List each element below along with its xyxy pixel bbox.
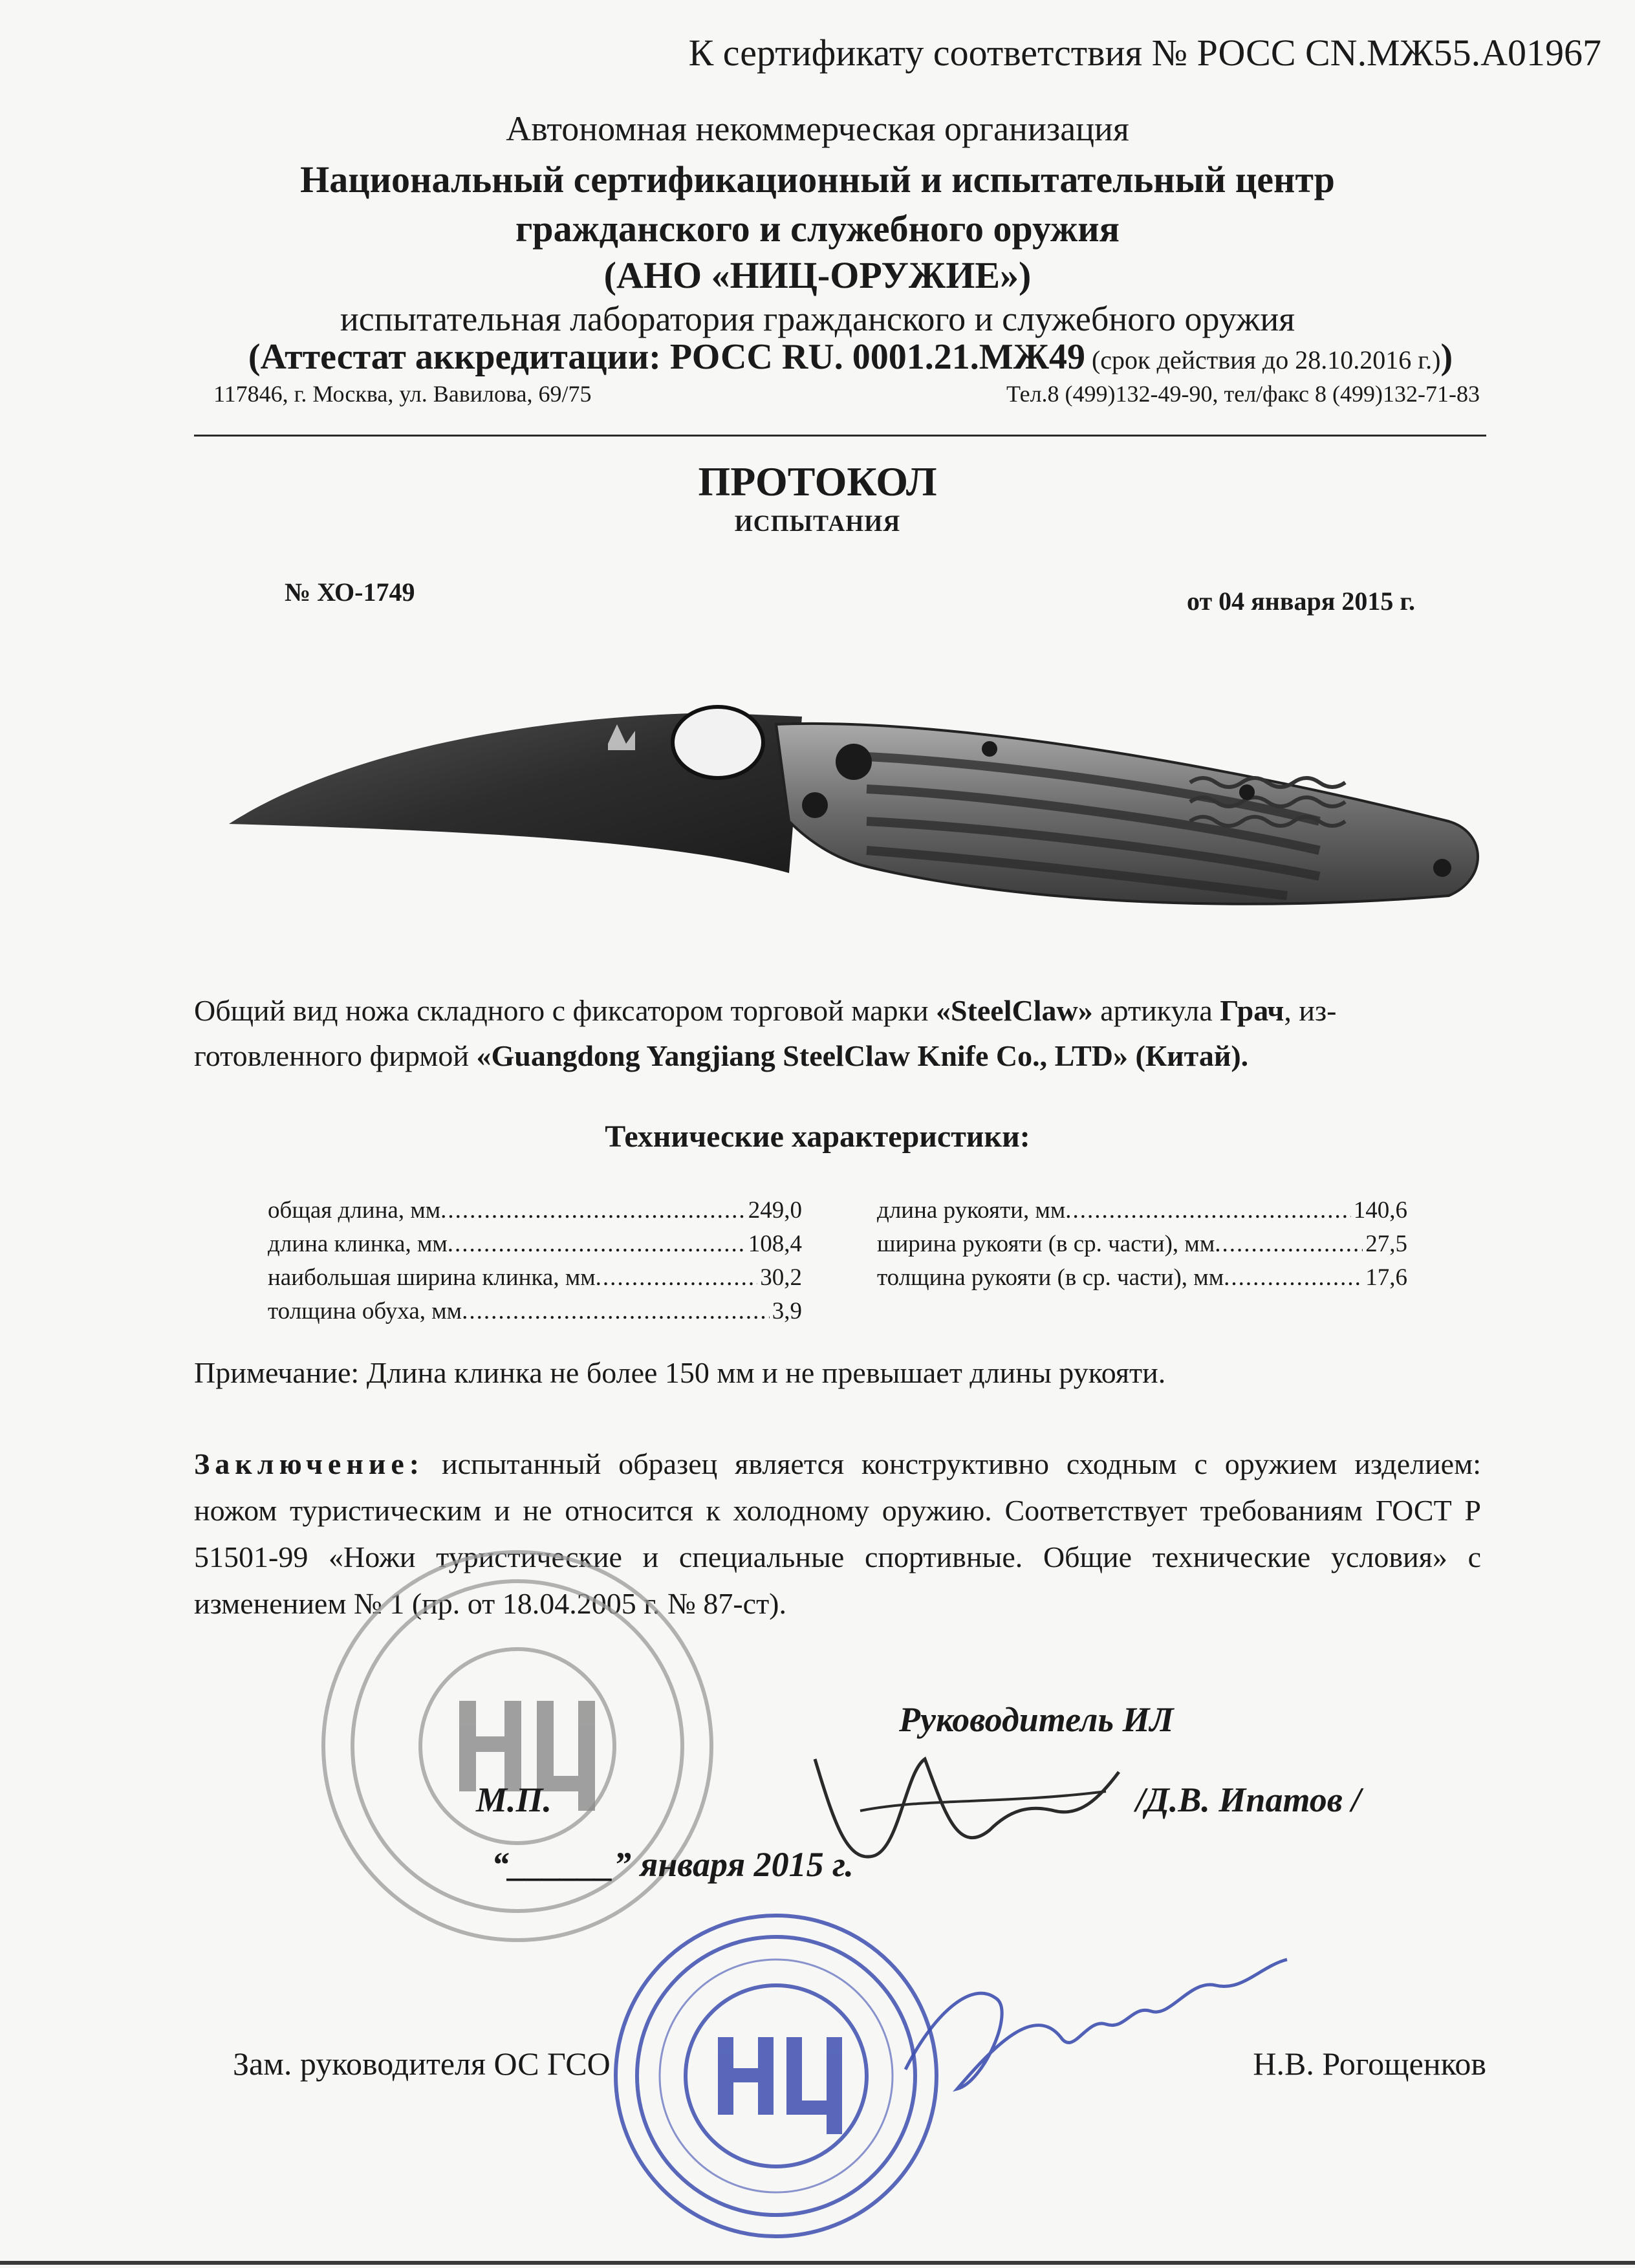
accreditation-line [194,336,1507,378]
spec-leader [462,1295,770,1328]
caption-article: Грач [1220,994,1284,1027]
spec-value: 30,2 [760,1264,802,1291]
spec-leader [1065,1194,1350,1227]
spec-value: 249,0 [748,1197,802,1224]
head-title: Руководитель ИЛ [899,1700,1174,1739]
caption-part2: артикула [1092,994,1220,1027]
spec-row [268,1261,802,1295]
spec-leader [596,1261,758,1295]
spec-value: 27,5 [1365,1231,1407,1257]
spec-label: наибольшая ширина клинка, мм [268,1264,596,1291]
scan-edge [0,2261,1635,2265]
pivot-screw [836,744,872,780]
conclusion-lead: Заключение: [194,1447,425,1480]
header-divider [194,435,1486,437]
caption-part3: , из-готовленного фирмой [194,994,1337,1072]
caption-maker: «Guangdong Yangjiang SteelClaw Knife Co., LTD» (Китай). [476,1039,1249,1072]
protocol-subtitle: ИСПЫТАНИЯ [734,510,901,536]
specs-right-column [877,1194,1407,1295]
protocol-number: № ХО-1749 [285,578,415,607]
spec-row [268,1194,802,1227]
spec-leader [448,1227,746,1261]
conclusion-text: испытанный образец является конструктивно сходным с оружием изделием: ножом туристическим и не относится к холодному оружию. Соответствует требованиям ГОСТ Р 51501-99 «Ножи туристические и специальные спортивные. Общие технические условия» с изменением № 1 (пр. от 18.04.2005 г. № 87-ст). [194,1447,1481,1620]
spec-label: ширина рукояти (в ср. части), мм [877,1231,1215,1257]
stamp-place-label: М.П. [476,1780,552,1819]
spec-label: толщина обуха, мм [268,1298,462,1324]
spec-value: 140,6 [1353,1197,1407,1224]
spec-row [268,1227,802,1261]
lab-name: испытательная лаборатория гражданского и служебного оружия [340,299,1295,338]
note: Примечание: Длина клинка не более 150 мм и не превышает длины рукояти. [194,1356,1166,1389]
handle-screw [1239,784,1255,800]
specs-title: Технические характеристики: [605,1119,1030,1154]
handle-screw [982,741,997,757]
head-name: /Д.В. Ипатов / [1136,1780,1361,1819]
org-name-line1: Национальный сертификационный и испытательный центр [300,158,1335,200]
spec-leader [1224,1261,1363,1295]
spec-row [877,1227,1407,1261]
grey-stamp [310,1539,724,1953]
spec-value: 3,9 [772,1298,802,1324]
blue-stamp-logo [718,2037,842,2134]
deputy-name: Н.В. Рогощенков [1253,2046,1486,2082]
spec-value: 108,4 [748,1231,802,1257]
certificate-reference: К сертификату соответствия № РОСС CN.МЖ55.А01967 [688,32,1601,74]
spec-row [877,1261,1407,1295]
handle-screw [1433,859,1451,877]
accreditation-number: Аттестат аккредитации: РОСС RU. 0001.21.МЖ49 [260,337,1085,377]
spec-label: толщина рукояти (в ср. части), мм [877,1264,1224,1291]
protocol-title: ПРОТОКОЛ [698,459,937,504]
photo-caption [194,988,1455,1079]
org-type: Автономная некоммерческая организация [506,109,1129,148]
address: 117846, г. Москва, ул. Вавилова, 69/75 [213,381,592,407]
caption-brand: «SteelClaw» [935,994,1093,1027]
spec-row [877,1194,1407,1227]
phones: Тел.8 (499)132-49-90, тел/факс 8 (499)132-71-83 [1006,381,1480,407]
org-short-name: (АНО «НИЦ-ОРУЖИЕ») [603,254,1032,296]
spec-label: длина рукояти, мм [877,1197,1066,1224]
org-name-line2: гражданского и служебного оружия [515,208,1120,250]
deputy-title: Зам. руководителя ОС ГСО [233,2046,611,2082]
spec-row [268,1295,802,1328]
knife-photo [220,666,1488,970]
thumb-hole [673,707,763,778]
caption-part1: Общий вид ножа складного с фиксатором торговой марки [194,994,936,1027]
deputy-signature [893,1940,1294,2108]
spec-leader [1215,1227,1363,1261]
accreditation-close: ) [1440,337,1453,377]
protocol-date: от 04 января 2015 г. [1187,587,1415,616]
spec-leader [440,1194,746,1227]
specs-left-column [268,1194,802,1328]
handle-screw [802,792,828,818]
signature-date: “______” января 2015 г. [492,1845,854,1884]
accreditation-validity: (срок действия до 28.10.2016 г.) [1085,345,1441,374]
spec-value: 17,6 [1365,1264,1407,1291]
accreditation-open: ( [248,337,261,377]
spec-label: общая длина, мм [268,1197,441,1224]
spec-label: длина клинка, мм [268,1231,448,1257]
